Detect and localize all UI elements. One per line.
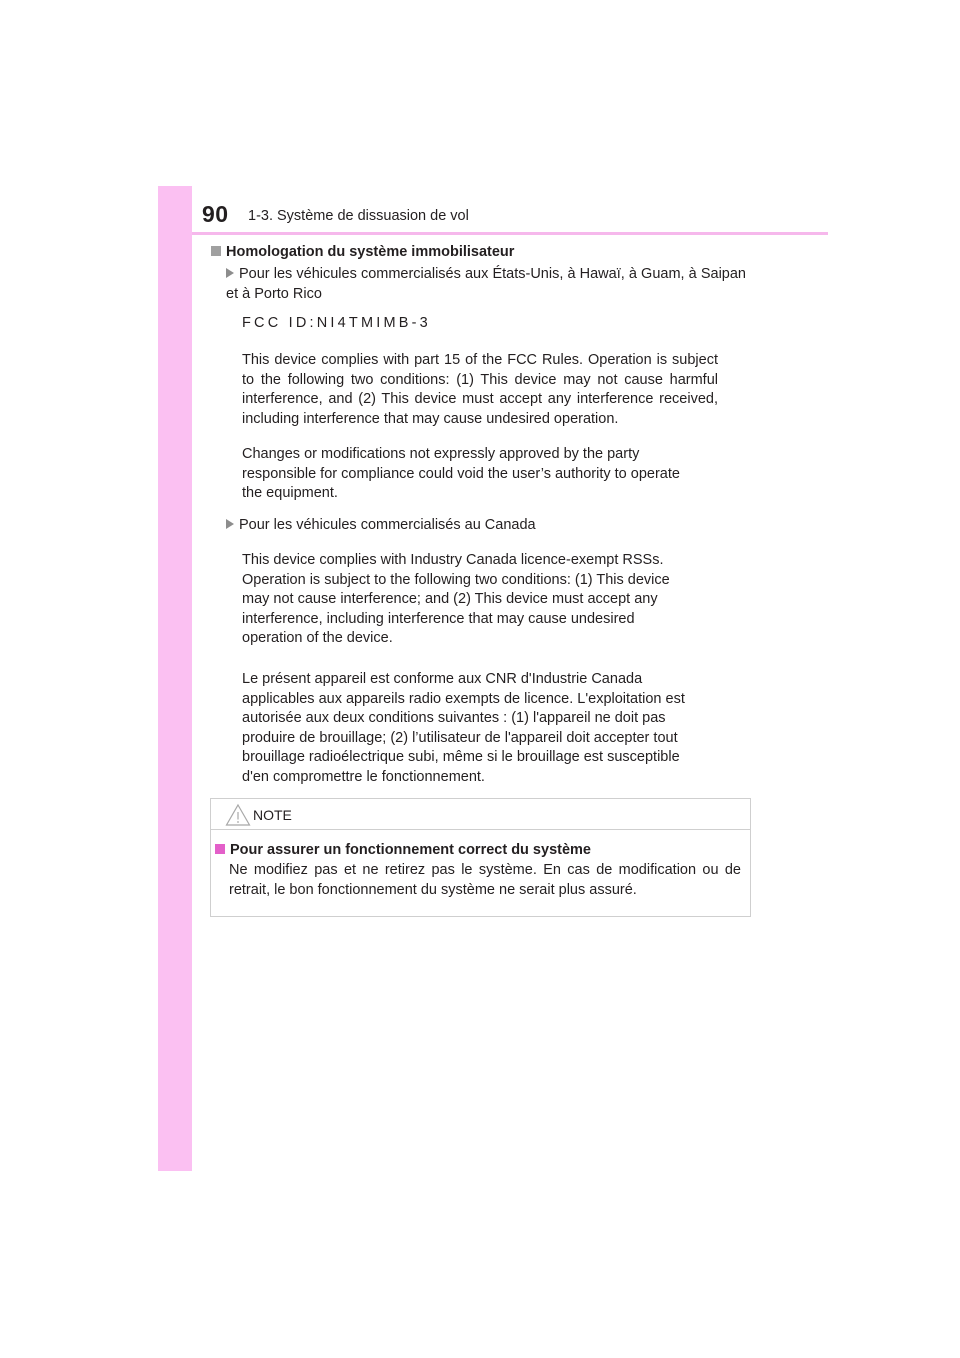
canada-french-line: applicables aux appareils radio exempts de licence. L'exploitation est [242, 690, 685, 707]
canada-english-line: may not cause interference; and (2) This device must accept any [242, 591, 658, 607]
canada-french-line: d'en compromettre le fonctionnement. [242, 768, 485, 785]
note-header [211, 799, 750, 830]
fcc-compliance-text: This device complies with part 15 of the FCC Rules. Operation is subject to the following two conditions: (1) This device may not cause harmful interference, and (2) This device must accept any interference received, including interference that may cause undesired operation. [242, 352, 718, 427]
canada-label: Pour les véhicules commercialisés au Canada [239, 517, 536, 533]
canada-french-line: brouillage radioélectrique subi, même si le brouillage est susceptible [242, 749, 680, 765]
square-bullet-icon [211, 246, 221, 256]
fcc-changes-line: responsible for compliance could void the user’s authority to operate [242, 465, 680, 482]
warning-triangle-icon [225, 803, 251, 827]
note-box [210, 798, 751, 917]
canada-english-line: interference, including interference that may cause undesired [242, 610, 635, 627]
page-number: 90 [202, 201, 229, 227]
canada-english-text [242, 551, 742, 649]
canada-english-line: operation of the device. [242, 630, 393, 646]
triangle-bullet-icon [226, 519, 234, 529]
canada-french-line: Le présent appareil est conforme aux CNR d'Industrie Canada [242, 671, 643, 687]
section-heading-text: Homologation du système immobilisateur [226, 244, 515, 260]
canada-french-line: autorisée aux deux conditions suivantes : (1) l'appareil ne doit pas [242, 710, 666, 726]
usa-item [226, 265, 746, 304]
fcc-changes-line: Changes or modifications not expressly approved by the party [242, 446, 640, 462]
fcc-changes-text [242, 445, 742, 504]
section-title: 1-3. Système de dissuasion de vol [248, 208, 469, 224]
square-bullet-icon [215, 844, 225, 854]
side-tab-band [158, 186, 192, 1171]
note-text: Ne modifiez pas et ne retirez pas le système. En cas de modification ou de retrait, le bon fonctionnement du système ne serait plus assuré. [229, 862, 741, 898]
triangle-bullet-icon [226, 268, 234, 278]
note-label: NOTE [253, 807, 292, 823]
usa-label: Pour les véhicules commercialisés aux États-Unis, à Hawaï, à Guam, à Saipan et à Porto Rico [226, 266, 746, 302]
fcc-id: FCC ID:NI4TMIMB-3 [242, 315, 431, 331]
note-title [215, 842, 591, 858]
canada-item [226, 516, 746, 536]
fcc-changes-line: the equipment. [242, 485, 338, 501]
canada-french-text [242, 670, 742, 787]
section-heading [211, 244, 514, 260]
canada-english-line: Operation is subject to the following two conditions: (1) This device [242, 571, 670, 588]
canada-french-line: produire de brouillage; (2) l’utilisateur de l'appareil doit accepter tout [242, 729, 678, 746]
canada-english-line: This device complies with Industry Canada licence-exempt RSSs. [242, 552, 664, 568]
note-title-text: Pour assurer un fonctionnement correct du système [230, 842, 591, 858]
